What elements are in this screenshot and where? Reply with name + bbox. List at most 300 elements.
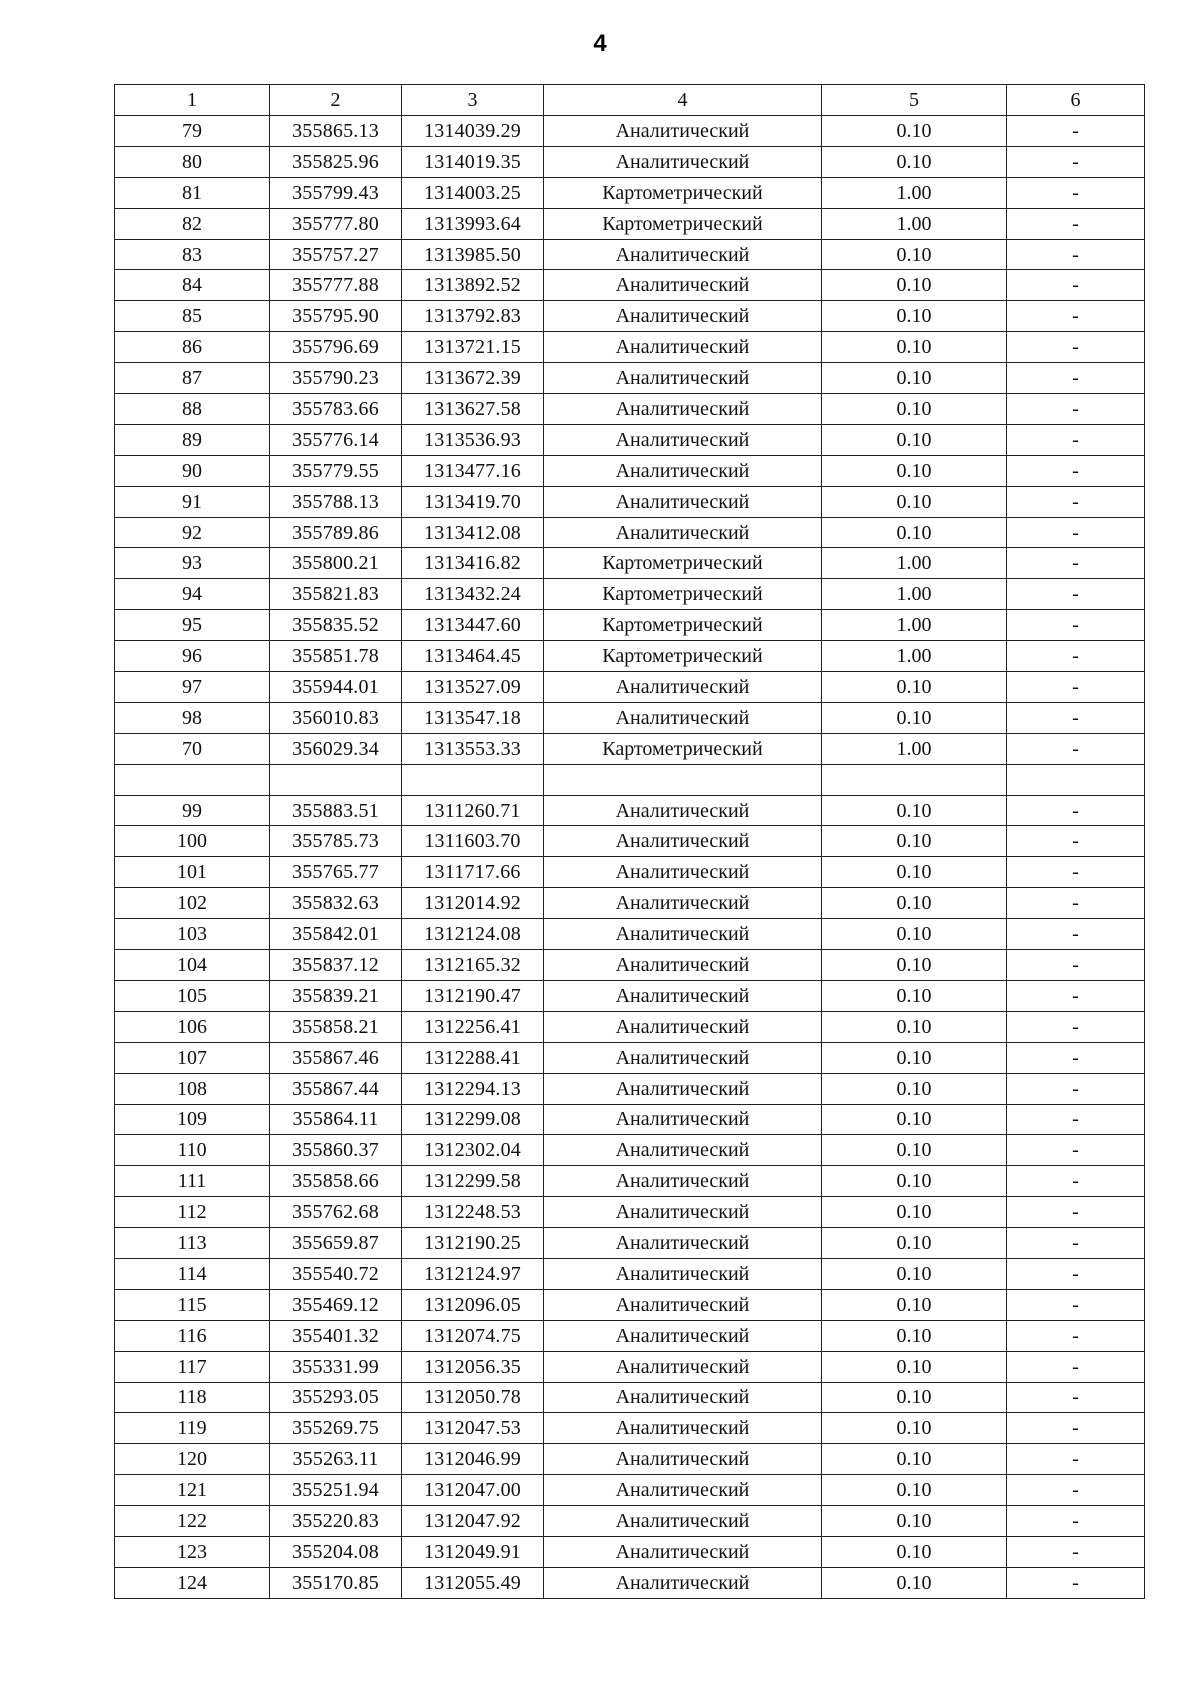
table-row xyxy=(115,980,1145,1011)
method-cell: Аналитический xyxy=(544,1197,822,1228)
coordinates-table xyxy=(114,84,1145,1599)
x-coordinate-cell: 355944.01 xyxy=(270,672,402,703)
note-cell: - xyxy=(1007,1166,1145,1197)
x-coordinate-cell xyxy=(270,764,402,795)
table-row xyxy=(115,1228,1145,1259)
accuracy-cell: 0.10 xyxy=(822,301,1007,332)
note-cell: - xyxy=(1007,208,1145,239)
accuracy-cell: 0.10 xyxy=(822,826,1007,857)
table-row xyxy=(115,919,1145,950)
point-number-cell: 70 xyxy=(115,733,270,764)
x-coordinate-cell: 355842.01 xyxy=(270,919,402,950)
note-cell: - xyxy=(1007,1536,1145,1567)
y-coordinate-cell: 1313527.09 xyxy=(402,672,544,703)
y-coordinate-cell: 1312299.08 xyxy=(402,1104,544,1135)
accuracy-cell: 0.10 xyxy=(822,672,1007,703)
point-number-cell: 83 xyxy=(115,239,270,270)
x-coordinate-cell: 355762.68 xyxy=(270,1197,402,1228)
note-cell: - xyxy=(1007,517,1145,548)
note-cell: - xyxy=(1007,1382,1145,1413)
method-cell: Картометрический xyxy=(544,177,822,208)
x-coordinate-cell: 355860.37 xyxy=(270,1135,402,1166)
note-cell: - xyxy=(1007,1413,1145,1444)
accuracy-cell: 0.10 xyxy=(822,1320,1007,1351)
accuracy-cell: 0.10 xyxy=(822,1228,1007,1259)
method-cell: Аналитический xyxy=(544,919,822,950)
x-coordinate-cell: 355170.85 xyxy=(270,1567,402,1598)
y-coordinate-cell: 1313792.83 xyxy=(402,301,544,332)
point-number-cell: 85 xyxy=(115,301,270,332)
method-cell: Аналитический xyxy=(544,394,822,425)
y-coordinate-cell: 1314003.25 xyxy=(402,177,544,208)
method-cell: Аналитический xyxy=(544,1289,822,1320)
table-row xyxy=(115,764,1145,795)
point-number-cell: 98 xyxy=(115,702,270,733)
method-cell: Аналитический xyxy=(544,826,822,857)
y-coordinate-cell: 1312055.49 xyxy=(402,1567,544,1598)
column-header-5: 5 xyxy=(822,85,1007,116)
table-row xyxy=(115,1258,1145,1289)
table-row xyxy=(115,146,1145,177)
point-number-cell: 95 xyxy=(115,610,270,641)
method-cell: Аналитический xyxy=(544,1135,822,1166)
x-coordinate-cell: 355765.77 xyxy=(270,857,402,888)
y-coordinate-cell: 1313477.16 xyxy=(402,455,544,486)
y-coordinate-cell: 1313627.58 xyxy=(402,394,544,425)
accuracy-cell: 1.00 xyxy=(822,208,1007,239)
method-cell: Аналитический xyxy=(544,1320,822,1351)
point-number-cell: 82 xyxy=(115,208,270,239)
method-cell: Аналитический xyxy=(544,1104,822,1135)
x-coordinate-cell: 355864.11 xyxy=(270,1104,402,1135)
y-coordinate-cell: 1312124.97 xyxy=(402,1258,544,1289)
point-number-cell: 104 xyxy=(115,950,270,981)
table-row xyxy=(115,1567,1145,1598)
table-row xyxy=(115,1475,1145,1506)
y-coordinate-cell: 1311603.70 xyxy=(402,826,544,857)
method-cell: Аналитический xyxy=(544,301,822,332)
note-cell xyxy=(1007,764,1145,795)
point-number-cell: 92 xyxy=(115,517,270,548)
y-coordinate-cell: 1313547.18 xyxy=(402,702,544,733)
x-coordinate-cell: 355777.80 xyxy=(270,208,402,239)
accuracy-cell: 0.10 xyxy=(822,702,1007,733)
y-coordinate-cell: 1312047.00 xyxy=(402,1475,544,1506)
note-cell: - xyxy=(1007,1228,1145,1259)
y-coordinate-cell: 1312248.53 xyxy=(402,1197,544,1228)
method-cell: Аналитический xyxy=(544,702,822,733)
x-coordinate-cell: 355796.69 xyxy=(270,332,402,363)
x-coordinate-cell: 355821.83 xyxy=(270,579,402,610)
note-cell: - xyxy=(1007,980,1145,1011)
table-row xyxy=(115,486,1145,517)
accuracy-cell: 0.10 xyxy=(822,517,1007,548)
x-coordinate-cell: 355858.66 xyxy=(270,1166,402,1197)
y-coordinate-cell: 1314019.35 xyxy=(402,146,544,177)
method-cell: Аналитический xyxy=(544,1073,822,1104)
point-number-cell: 113 xyxy=(115,1228,270,1259)
table-row xyxy=(115,1104,1145,1135)
column-header-3: 3 xyxy=(402,85,544,116)
table-row xyxy=(115,1073,1145,1104)
x-coordinate-cell: 355799.43 xyxy=(270,177,402,208)
x-coordinate-cell: 355832.63 xyxy=(270,888,402,919)
method-cell: Картометрический xyxy=(544,610,822,641)
y-coordinate-cell: 1312190.47 xyxy=(402,980,544,1011)
point-number-cell: 81 xyxy=(115,177,270,208)
accuracy-cell: 0.10 xyxy=(822,394,1007,425)
note-cell: - xyxy=(1007,1289,1145,1320)
method-cell: Аналитический xyxy=(544,239,822,270)
point-number-cell: 84 xyxy=(115,270,270,301)
point-number-cell: 117 xyxy=(115,1351,270,1382)
x-coordinate-cell: 355867.44 xyxy=(270,1073,402,1104)
note-cell: - xyxy=(1007,1258,1145,1289)
y-coordinate-cell: 1312096.05 xyxy=(402,1289,544,1320)
note-cell: - xyxy=(1007,826,1145,857)
table-row xyxy=(115,641,1145,672)
accuracy-cell: 0.10 xyxy=(822,980,1007,1011)
y-coordinate-cell: 1313985.50 xyxy=(402,239,544,270)
table-row xyxy=(115,239,1145,270)
column-header-2: 2 xyxy=(270,85,402,116)
note-cell: - xyxy=(1007,1073,1145,1104)
note-cell: - xyxy=(1007,177,1145,208)
x-coordinate-cell: 355790.23 xyxy=(270,363,402,394)
y-coordinate-cell: 1313553.33 xyxy=(402,733,544,764)
method-cell: Аналитический xyxy=(544,672,822,703)
point-number-cell: 94 xyxy=(115,579,270,610)
accuracy-cell: 0.10 xyxy=(822,270,1007,301)
accuracy-cell: 0.10 xyxy=(822,1413,1007,1444)
point-number-cell: 91 xyxy=(115,486,270,517)
column-header-4: 4 xyxy=(544,85,822,116)
x-coordinate-cell: 355795.90 xyxy=(270,301,402,332)
note-cell: - xyxy=(1007,610,1145,641)
table-row xyxy=(115,208,1145,239)
y-coordinate-cell: 1313892.52 xyxy=(402,270,544,301)
y-coordinate-cell: 1312294.13 xyxy=(402,1073,544,1104)
point-number-cell: 123 xyxy=(115,1536,270,1567)
note-cell: - xyxy=(1007,301,1145,332)
accuracy-cell: 1.00 xyxy=(822,641,1007,672)
y-coordinate-cell: 1313721.15 xyxy=(402,332,544,363)
accuracy-cell: 0.10 xyxy=(822,239,1007,270)
point-number-cell: 118 xyxy=(115,1382,270,1413)
accuracy-cell: 0.10 xyxy=(822,919,1007,950)
point-number-cell: 100 xyxy=(115,826,270,857)
accuracy-cell: 0.10 xyxy=(822,857,1007,888)
y-coordinate-cell: 1312047.92 xyxy=(402,1506,544,1537)
y-coordinate-cell: 1313993.64 xyxy=(402,208,544,239)
x-coordinate-cell: 355800.21 xyxy=(270,548,402,579)
note-cell: - xyxy=(1007,1104,1145,1135)
note-cell: - xyxy=(1007,702,1145,733)
x-coordinate-cell: 355858.21 xyxy=(270,1011,402,1042)
note-cell: - xyxy=(1007,1351,1145,1382)
method-cell: Аналитический xyxy=(544,1413,822,1444)
accuracy-cell: 0.10 xyxy=(822,1042,1007,1073)
x-coordinate-cell: 355469.12 xyxy=(270,1289,402,1320)
x-coordinate-cell: 355883.51 xyxy=(270,795,402,826)
x-coordinate-cell: 355777.88 xyxy=(270,270,402,301)
table-row xyxy=(115,270,1145,301)
method-cell: Аналитический xyxy=(544,1042,822,1073)
table-row xyxy=(115,1135,1145,1166)
method-cell: Аналитический xyxy=(544,857,822,888)
y-coordinate-cell: 1312190.25 xyxy=(402,1228,544,1259)
y-coordinate-cell: 1313419.70 xyxy=(402,486,544,517)
accuracy-cell: 1.00 xyxy=(822,177,1007,208)
table-row xyxy=(115,1320,1145,1351)
x-coordinate-cell: 355867.46 xyxy=(270,1042,402,1073)
note-cell: - xyxy=(1007,486,1145,517)
method-cell: Аналитический xyxy=(544,980,822,1011)
accuracy-cell: 0.10 xyxy=(822,455,1007,486)
note-cell: - xyxy=(1007,270,1145,301)
table-row xyxy=(115,702,1145,733)
y-coordinate-cell: 1312056.35 xyxy=(402,1351,544,1382)
method-cell: Аналитический xyxy=(544,1258,822,1289)
accuracy-cell: 1.00 xyxy=(822,733,1007,764)
accuracy-cell: 0.10 xyxy=(822,1506,1007,1537)
method-cell: Аналитический xyxy=(544,270,822,301)
table-row xyxy=(115,733,1145,764)
accuracy-cell: 0.10 xyxy=(822,116,1007,147)
table-row xyxy=(115,579,1145,610)
method-cell: Аналитический xyxy=(544,1475,822,1506)
note-cell: - xyxy=(1007,641,1145,672)
y-coordinate-cell: 1312014.92 xyxy=(402,888,544,919)
point-number-cell: 111 xyxy=(115,1166,270,1197)
table-row xyxy=(115,1444,1145,1475)
point-number-cell: 112 xyxy=(115,1197,270,1228)
accuracy-cell: 0.10 xyxy=(822,950,1007,981)
method-cell: Аналитический xyxy=(544,1382,822,1413)
point-number-cell: 122 xyxy=(115,1506,270,1537)
table-row xyxy=(115,1506,1145,1537)
note-cell: - xyxy=(1007,1042,1145,1073)
y-coordinate-cell: 1312299.58 xyxy=(402,1166,544,1197)
point-number-cell: 124 xyxy=(115,1567,270,1598)
x-coordinate-cell: 355263.11 xyxy=(270,1444,402,1475)
point-number-cell: 99 xyxy=(115,795,270,826)
table-row xyxy=(115,363,1145,394)
table-row xyxy=(115,795,1145,826)
x-coordinate-cell: 355789.86 xyxy=(270,517,402,548)
table-header xyxy=(115,85,1145,116)
table-row xyxy=(115,1166,1145,1197)
y-coordinate-cell: 1313412.08 xyxy=(402,517,544,548)
y-coordinate-cell xyxy=(402,764,544,795)
note-cell: - xyxy=(1007,1320,1145,1351)
point-number-cell: 109 xyxy=(115,1104,270,1135)
x-coordinate-cell: 355825.96 xyxy=(270,146,402,177)
table-row xyxy=(115,950,1145,981)
point-number-cell: 110 xyxy=(115,1135,270,1166)
method-cell: Аналитический xyxy=(544,795,822,826)
table-row xyxy=(115,672,1145,703)
x-coordinate-cell: 355785.73 xyxy=(270,826,402,857)
note-cell: - xyxy=(1007,919,1145,950)
point-number-cell: 108 xyxy=(115,1073,270,1104)
point-number-cell: 102 xyxy=(115,888,270,919)
point-number-cell: 120 xyxy=(115,1444,270,1475)
y-coordinate-cell: 1312302.04 xyxy=(402,1135,544,1166)
x-coordinate-cell: 355783.66 xyxy=(270,394,402,425)
note-cell: - xyxy=(1007,239,1145,270)
x-coordinate-cell: 355251.94 xyxy=(270,1475,402,1506)
y-coordinate-cell: 1311260.71 xyxy=(402,795,544,826)
accuracy-cell: 0.10 xyxy=(822,1351,1007,1382)
note-cell: - xyxy=(1007,1197,1145,1228)
x-coordinate-cell: 355779.55 xyxy=(270,455,402,486)
accuracy-cell: 0.10 xyxy=(822,363,1007,394)
table-row xyxy=(115,116,1145,147)
x-coordinate-cell: 355839.21 xyxy=(270,980,402,1011)
y-coordinate-cell: 1313416.82 xyxy=(402,548,544,579)
accuracy-cell: 0.10 xyxy=(822,1382,1007,1413)
note-cell: - xyxy=(1007,146,1145,177)
accuracy-cell: 0.10 xyxy=(822,795,1007,826)
point-number-cell: 106 xyxy=(115,1011,270,1042)
table-row xyxy=(115,1351,1145,1382)
point-number-cell: 116 xyxy=(115,1320,270,1351)
accuracy-cell: 1.00 xyxy=(822,548,1007,579)
table-row xyxy=(115,301,1145,332)
note-cell: - xyxy=(1007,1135,1145,1166)
note-cell: - xyxy=(1007,1011,1145,1042)
note-cell: - xyxy=(1007,332,1145,363)
x-coordinate-cell: 356010.83 xyxy=(270,702,402,733)
y-coordinate-cell: 1312047.53 xyxy=(402,1413,544,1444)
accuracy-cell: 0.10 xyxy=(822,1011,1007,1042)
table-row xyxy=(115,1536,1145,1567)
point-number-cell: 86 xyxy=(115,332,270,363)
note-cell: - xyxy=(1007,394,1145,425)
y-coordinate-cell: 1312046.99 xyxy=(402,1444,544,1475)
x-coordinate-cell: 355757.27 xyxy=(270,239,402,270)
accuracy-cell: 0.10 xyxy=(822,1104,1007,1135)
accuracy-cell: 0.10 xyxy=(822,1536,1007,1567)
x-coordinate-cell: 355269.75 xyxy=(270,1413,402,1444)
x-coordinate-cell: 355865.13 xyxy=(270,116,402,147)
x-coordinate-cell: 355331.99 xyxy=(270,1351,402,1382)
accuracy-cell: 1.00 xyxy=(822,610,1007,641)
method-cell: Аналитический xyxy=(544,486,822,517)
method-cell: Аналитический xyxy=(544,455,822,486)
note-cell: - xyxy=(1007,1475,1145,1506)
x-coordinate-cell: 355220.83 xyxy=(270,1506,402,1537)
table-body xyxy=(115,116,1145,1599)
y-coordinate-cell: 1313672.39 xyxy=(402,363,544,394)
table-row xyxy=(115,548,1145,579)
method-cell: Аналитический xyxy=(544,1351,822,1382)
x-coordinate-cell: 355837.12 xyxy=(270,950,402,981)
table-row xyxy=(115,1011,1145,1042)
method-cell: Аналитический xyxy=(544,517,822,548)
table-row xyxy=(115,1289,1145,1320)
x-coordinate-cell: 355659.87 xyxy=(270,1228,402,1259)
table-row xyxy=(115,332,1145,363)
point-number-cell: 121 xyxy=(115,1475,270,1506)
x-coordinate-cell: 355293.05 xyxy=(270,1382,402,1413)
note-cell: - xyxy=(1007,1506,1145,1537)
point-number-cell: 101 xyxy=(115,857,270,888)
table-row xyxy=(115,826,1145,857)
point-number-cell: 97 xyxy=(115,672,270,703)
y-coordinate-cell: 1312124.08 xyxy=(402,919,544,950)
method-cell: Картометрический xyxy=(544,548,822,579)
accuracy-cell: 0.10 xyxy=(822,486,1007,517)
page-number: 4 xyxy=(593,30,607,57)
accuracy-cell: 0.10 xyxy=(822,1289,1007,1320)
table-row xyxy=(115,1042,1145,1073)
column-header-1: 1 xyxy=(115,85,270,116)
method-cell: Аналитический xyxy=(544,1444,822,1475)
accuracy-cell: 0.10 xyxy=(822,424,1007,455)
x-coordinate-cell: 355401.32 xyxy=(270,1320,402,1351)
y-coordinate-cell: 1312288.41 xyxy=(402,1042,544,1073)
note-cell: - xyxy=(1007,116,1145,147)
point-number-cell: 88 xyxy=(115,394,270,425)
y-coordinate-cell: 1312049.91 xyxy=(402,1536,544,1567)
y-coordinate-cell: 1313432.24 xyxy=(402,579,544,610)
x-coordinate-cell: 355204.08 xyxy=(270,1536,402,1567)
point-number-cell: 93 xyxy=(115,548,270,579)
method-cell: Картометрический xyxy=(544,579,822,610)
accuracy-cell: 0.10 xyxy=(822,1475,1007,1506)
point-number-cell: 103 xyxy=(115,919,270,950)
accuracy-cell: 0.10 xyxy=(822,1135,1007,1166)
accuracy-cell: 0.10 xyxy=(822,1567,1007,1598)
note-cell: - xyxy=(1007,950,1145,981)
note-cell: - xyxy=(1007,857,1145,888)
table-row xyxy=(115,177,1145,208)
y-coordinate-cell: 1313464.45 xyxy=(402,641,544,672)
y-coordinate-cell: 1311717.66 xyxy=(402,857,544,888)
column-header-6: 6 xyxy=(1007,85,1145,116)
point-number-cell: 114 xyxy=(115,1258,270,1289)
point-number-cell: 87 xyxy=(115,363,270,394)
x-coordinate-cell: 355835.52 xyxy=(270,610,402,641)
method-cell: Картометрический xyxy=(544,208,822,239)
point-number-cell: 119 xyxy=(115,1413,270,1444)
accuracy-cell: 0.10 xyxy=(822,146,1007,177)
method-cell: Аналитический xyxy=(544,1011,822,1042)
accuracy-cell: 0.10 xyxy=(822,888,1007,919)
table-row xyxy=(115,394,1145,425)
method-cell: Аналитический xyxy=(544,1228,822,1259)
point-number-cell: 89 xyxy=(115,424,270,455)
method-cell: Картометрический xyxy=(544,641,822,672)
table-row xyxy=(115,1413,1145,1444)
table-row xyxy=(115,888,1145,919)
method-cell: Аналитический xyxy=(544,888,822,919)
point-number-cell: 115 xyxy=(115,1289,270,1320)
y-coordinate-cell: 1312074.75 xyxy=(402,1320,544,1351)
method-cell: Аналитический xyxy=(544,1166,822,1197)
accuracy-cell xyxy=(822,764,1007,795)
accuracy-cell: 0.10 xyxy=(822,1444,1007,1475)
method-cell: Аналитический xyxy=(544,1506,822,1537)
y-coordinate-cell: 1313536.93 xyxy=(402,424,544,455)
note-cell: - xyxy=(1007,1444,1145,1475)
point-number-cell: 79 xyxy=(115,116,270,147)
x-coordinate-cell: 355788.13 xyxy=(270,486,402,517)
x-coordinate-cell: 355776.14 xyxy=(270,424,402,455)
point-number-cell xyxy=(115,764,270,795)
